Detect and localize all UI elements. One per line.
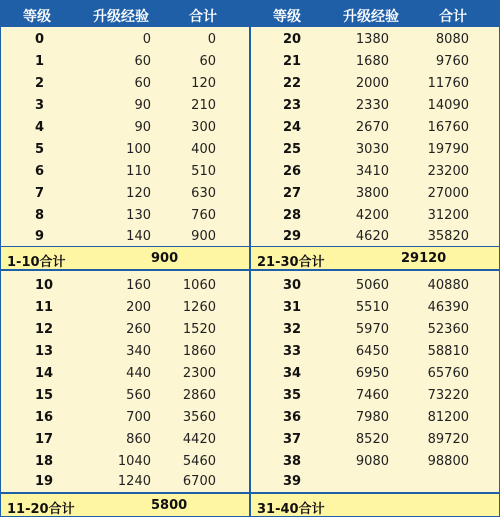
total-cell: 3560 — [182, 410, 216, 425]
total-cell: 35820 — [427, 229, 469, 244]
summary-row-31-40 — [250, 493, 500, 517]
exp-cell: 440 — [126, 366, 151, 381]
exp-cell: 4620 — [355, 229, 389, 244]
level-cell: 14 — [35, 366, 54, 381]
total-cell: 210 — [191, 98, 216, 113]
level-cell: 27 — [283, 186, 302, 201]
table-row — [1, 29, 249, 51]
total-cell: 760 — [191, 208, 216, 223]
summary-value: 900 — [151, 251, 179, 266]
level-cell: 18 — [35, 454, 54, 469]
table-row — [1, 429, 249, 451]
level-cell: 7 — [35, 186, 45, 201]
level-cell: 1 — [35, 54, 45, 69]
total-cell: 89720 — [427, 432, 469, 447]
exp-cell: 160 — [126, 278, 151, 293]
exp-cell: 5510 — [355, 300, 389, 315]
summary-value: 29120 — [401, 251, 447, 266]
total-cell: 400 — [191, 142, 216, 157]
exp-cell: 3410 — [355, 164, 389, 179]
total-cell: 2300 — [182, 366, 216, 381]
table-row — [1, 471, 249, 493]
level-cell: 19 — [35, 474, 54, 489]
table-row — [1, 407, 249, 429]
level-cell: 15 — [35, 388, 54, 403]
table-row — [251, 385, 499, 407]
exp-cell: 700 — [126, 410, 151, 425]
level-cell: 16 — [35, 410, 54, 425]
total-cell: 8080 — [435, 32, 469, 47]
table-row — [1, 95, 249, 117]
summary-label: 1-10合计 — [7, 255, 66, 270]
table-row — [251, 205, 499, 227]
exp-cell: 1680 — [355, 54, 389, 69]
exp-cell: 2670 — [355, 120, 389, 135]
table-row — [251, 407, 499, 429]
table-row — [251, 29, 499, 51]
level-cell: 35 — [283, 388, 302, 403]
table-row — [1, 139, 249, 161]
total-cell: 1260 — [182, 300, 216, 315]
total-cell: 9760 — [435, 54, 469, 69]
table-row — [1, 275, 249, 297]
table-row — [251, 275, 499, 297]
level-cell: 8 — [35, 208, 45, 223]
table-row — [251, 319, 499, 341]
total-cell: 98800 — [427, 454, 469, 469]
level-cell: 32 — [283, 322, 302, 337]
level-cell: 24 — [283, 120, 302, 135]
total-cell: 900 — [191, 229, 216, 244]
exp-cell: 5060 — [355, 278, 389, 293]
level-cell: 30 — [283, 278, 302, 293]
table-row — [1, 205, 249, 227]
level-cell: 2 — [35, 76, 45, 91]
total-cell: 630 — [191, 186, 216, 201]
total-cell: 1060 — [182, 278, 216, 293]
exp-cell: 3030 — [355, 142, 389, 157]
level-cell: 0 — [35, 32, 45, 47]
exp-cell: 7980 — [355, 410, 389, 425]
table-row — [251, 429, 499, 451]
exp-cell: 60 — [134, 76, 151, 91]
total-cell: 11760 — [427, 76, 469, 91]
exp-cell: 120 — [126, 186, 151, 201]
exp-cell: 560 — [126, 388, 151, 403]
total-cell: 81200 — [427, 410, 469, 425]
table-row — [251, 471, 499, 493]
level-cell: 38 — [283, 454, 302, 469]
exp-cell: 3800 — [355, 186, 389, 201]
exp-cell: 8520 — [355, 432, 389, 447]
table-row — [1, 385, 249, 407]
exp-cell: 4200 — [355, 208, 389, 223]
level-cell: 36 — [283, 410, 302, 425]
table-row — [251, 297, 499, 319]
exp-cell: 110 — [126, 164, 151, 179]
total-cell: 58810 — [427, 344, 469, 359]
level-cell: 11 — [35, 300, 54, 315]
table-row — [251, 95, 499, 117]
panel-levels-0-9 — [0, 0, 250, 247]
level-cell: 25 — [283, 142, 302, 157]
level-cell: 31 — [283, 300, 302, 315]
level-cell: 3 — [35, 98, 45, 113]
header-level: 等级 — [273, 9, 301, 25]
panel-levels-20-29 — [250, 0, 500, 247]
total-cell: 300 — [191, 120, 216, 135]
level-cell: 29 — [283, 229, 302, 244]
table-row — [251, 451, 499, 473]
total-cell: 27000 — [427, 186, 469, 201]
total-cell: 46390 — [427, 300, 469, 315]
level-cell: 20 — [283, 32, 302, 47]
total-cell: 19790 — [427, 142, 469, 157]
exp-cell: 90 — [134, 120, 151, 135]
table-row — [1, 73, 249, 95]
level-cell: 34 — [283, 366, 302, 381]
exp-cell: 260 — [126, 322, 151, 337]
exp-cell: 7460 — [355, 388, 389, 403]
exp-cell: 2000 — [355, 76, 389, 91]
header-row — [1, 1, 249, 27]
table-row — [251, 73, 499, 95]
panel-levels-10-19 — [0, 270, 250, 493]
exp-cell: 1380 — [355, 32, 389, 47]
header-total: 合计 — [439, 9, 467, 25]
level-cell: 13 — [35, 344, 54, 359]
level-cell: 6 — [35, 164, 45, 179]
header-level: 等级 — [23, 9, 51, 25]
total-cell: 6700 — [182, 474, 216, 489]
total-cell: 31200 — [427, 208, 469, 223]
level-cell: 5 — [35, 142, 45, 157]
exp-cell: 6950 — [355, 366, 389, 381]
total-cell: 52360 — [427, 322, 469, 337]
exp-cell: 60 — [134, 54, 151, 69]
level-cell: 22 — [283, 76, 302, 91]
total-cell: 1860 — [182, 344, 216, 359]
level-cell: 39 — [283, 474, 302, 489]
level-cell: 26 — [283, 164, 302, 179]
level-cell: 28 — [283, 208, 302, 223]
table-row — [1, 117, 249, 139]
level-cell: 37 — [283, 432, 302, 447]
level-cell: 21 — [283, 54, 302, 69]
total-cell: 65760 — [427, 366, 469, 381]
table-row — [251, 161, 499, 183]
total-cell: 23200 — [427, 164, 469, 179]
panel-levels-30-39 — [250, 270, 500, 493]
summary-label: 21-30合计 — [257, 255, 325, 270]
summary-row-21-30 — [250, 246, 500, 270]
total-cell: 120 — [191, 76, 216, 91]
summary-value: 5800 — [151, 498, 188, 513]
total-cell: 2860 — [182, 388, 216, 403]
level-cell: 9 — [35, 229, 45, 244]
exp-cell: 340 — [126, 344, 151, 359]
table-row — [1, 226, 249, 248]
level-cell: 12 — [35, 322, 54, 337]
table-row — [251, 226, 499, 248]
exp-cell: 90 — [134, 98, 151, 113]
table-row — [1, 183, 249, 205]
total-cell: 1520 — [182, 322, 216, 337]
level-cell: 17 — [35, 432, 54, 447]
total-cell: 73220 — [427, 388, 469, 403]
level-cell: 10 — [35, 278, 54, 293]
exp-cell: 1240 — [117, 474, 151, 489]
exp-cell: 200 — [126, 300, 151, 315]
header-total: 合计 — [189, 9, 217, 25]
level-cell: 4 — [35, 120, 45, 135]
table-row — [1, 319, 249, 341]
total-cell: 510 — [191, 164, 216, 179]
total-cell: 40880 — [427, 278, 469, 293]
exp-cell: 130 — [126, 208, 151, 223]
table-row — [1, 51, 249, 73]
table-row — [1, 341, 249, 363]
exp-cell: 6450 — [355, 344, 389, 359]
header-exp: 升级经验 — [343, 9, 399, 25]
summary-label: 11-20合计 — [7, 502, 75, 517]
table-row — [1, 363, 249, 385]
summary-row-1-10 — [0, 246, 250, 270]
total-cell: 4420 — [182, 432, 216, 447]
level-cell: 33 — [283, 344, 302, 359]
exp-cell: 2330 — [355, 98, 389, 113]
total-cell: 60 — [199, 54, 216, 69]
level-cell: 23 — [283, 98, 302, 113]
table-row — [251, 51, 499, 73]
exp-cell: 860 — [126, 432, 151, 447]
summary-row-11-20 — [0, 493, 250, 517]
table-row — [251, 183, 499, 205]
total-cell: 14090 — [427, 98, 469, 113]
header-exp: 升级经验 — [93, 9, 149, 25]
total-cell: 5460 — [182, 454, 216, 469]
exp-cell: 1040 — [117, 454, 151, 469]
exp-cell: 5970 — [355, 322, 389, 337]
table-row — [251, 341, 499, 363]
header-row — [251, 1, 499, 27]
summary-label: 31-40合计 — [257, 502, 325, 517]
table-row — [251, 117, 499, 139]
total-cell: 16760 — [427, 120, 469, 135]
total-cell: 0 — [207, 32, 216, 47]
table-row — [251, 363, 499, 385]
table-row — [1, 297, 249, 319]
table-row — [251, 139, 499, 161]
exp-cell: 100 — [126, 142, 151, 157]
table-row — [1, 451, 249, 473]
table-row — [1, 161, 249, 183]
exp-cell: 9080 — [355, 454, 389, 469]
exp-cell: 140 — [126, 229, 151, 244]
exp-cell: 0 — [142, 32, 151, 47]
